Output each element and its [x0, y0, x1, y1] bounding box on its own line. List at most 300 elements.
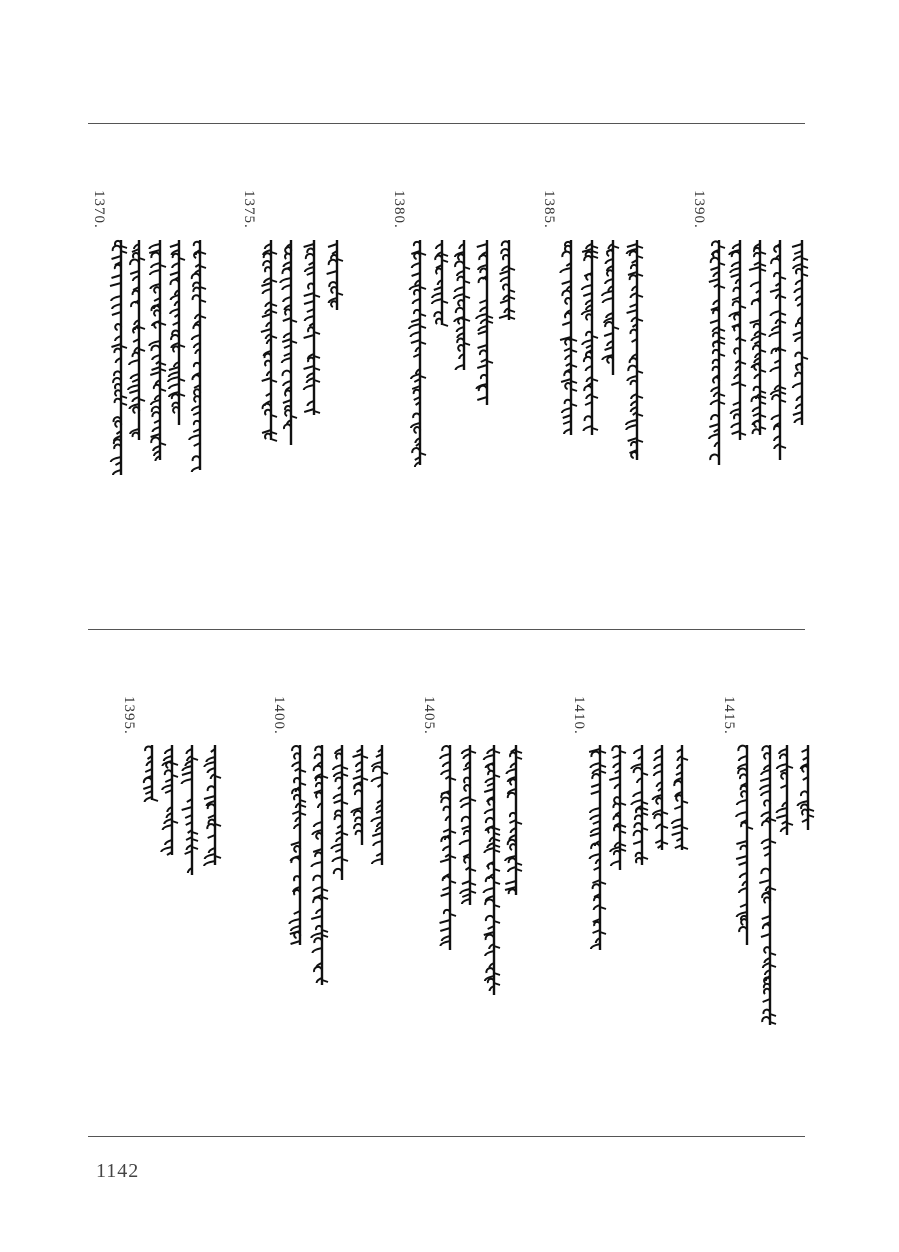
script-glyph-stroke [626, 425, 637, 430]
script-glyph-stroke [112, 304, 121, 309]
script-glyph-stroke [182, 766, 192, 771]
script-glyph-stroke [204, 861, 215, 866]
script-glyph-stroke [129, 360, 139, 365]
script-glyph-stroke [170, 244, 179, 247]
script-glyph-stroke [151, 434, 160, 437]
script-glyph-stroke [761, 791, 770, 796]
upper-verse-line [707, 240, 729, 465]
line-number-1370: 1370. [91, 190, 107, 229]
script-glyph-stroke [282, 285, 291, 290]
script-glyph-stroke [313, 876, 322, 881]
script-glyph-stroke [456, 365, 464, 370]
script-glyph-stroke [311, 862, 322, 867]
upper-verse-line [279, 240, 301, 445]
script-glyph-stroke [485, 809, 494, 814]
script-glyph-stroke [263, 404, 271, 409]
script-glyph-stroke [631, 800, 642, 805]
script-glyph-stroke [411, 319, 420, 322]
script-glyph-stroke [478, 326, 487, 331]
script-glyph-stroke [591, 944, 600, 949]
script-glyph-stroke [334, 772, 342, 777]
script-glyph-stroke [484, 755, 494, 760]
script-glyph-stroke [432, 299, 442, 304]
script-glyph-stroke [304, 244, 314, 247]
script-glyph-stroke [291, 842, 300, 845]
script-glyph-stroke [604, 333, 613, 336]
script-glyph-stroke [731, 274, 740, 277]
lower-verse-line [630, 745, 652, 865]
script-glyph-stroke [304, 385, 314, 390]
line-number-1395: 1395. [121, 696, 137, 735]
script-glyph-stroke [282, 371, 291, 376]
script-glyph-stroke [590, 808, 600, 813]
lower-verse-line [140, 745, 162, 800]
line-number-1385: 1385. [541, 190, 557, 229]
lower-verse-line [670, 745, 692, 850]
page-number: 1142 [96, 1160, 140, 1182]
script-glyph-stroke [739, 862, 747, 865]
script-glyph-stroke [182, 807, 192, 810]
script-glyph-stroke [455, 261, 464, 267]
script-glyph-stroke [499, 315, 509, 318]
script-glyph-stroke [282, 339, 291, 342]
script-glyph-stroke [603, 298, 613, 303]
script-glyph-stroke [460, 889, 470, 894]
script-glyph-stroke [440, 920, 450, 923]
script-glyph-stroke [737, 800, 747, 805]
script-glyph-stroke [770, 289, 780, 292]
script-glyph-stroke [476, 314, 487, 319]
script-glyph-stroke [462, 749, 470, 754]
script-glyph-stroke [113, 246, 121, 251]
lower-verse-line [330, 745, 352, 880]
script-glyph-stroke [484, 848, 494, 853]
script-glyph-stroke [151, 438, 160, 443]
script-glyph-stroke [150, 270, 160, 275]
script-glyph-stroke [486, 818, 494, 823]
upper-verse-line [167, 240, 189, 425]
script-glyph-stroke [500, 300, 509, 303]
script-glyph-stroke [560, 268, 571, 273]
script-glyph-stroke [372, 777, 382, 782]
script-glyph-stroke [771, 311, 780, 316]
script-glyph-stroke [313, 887, 322, 892]
script-glyph-stroke [170, 272, 179, 275]
script-glyph-stroke [751, 336, 760, 341]
lower-verse-line [482, 745, 504, 995]
script-glyph-stroke [171, 295, 179, 300]
script-glyph-stroke [769, 332, 780, 337]
script-glyph-stroke [762, 839, 770, 844]
upper-verse-line [728, 240, 750, 440]
script-glyph-stroke [353, 776, 362, 779]
script-glyph-stroke [353, 754, 362, 757]
script-glyph-stroke [314, 967, 322, 972]
script-glyph-stroke [485, 900, 494, 905]
script-glyph-stroke [189, 435, 200, 440]
script-glyph-stroke [161, 847, 172, 852]
script-glyph-stroke [562, 281, 571, 284]
upper-verse-line [497, 240, 519, 320]
script-glyph-stroke [329, 260, 337, 265]
script-glyph-stroke [163, 825, 172, 830]
script-glyph-stroke [736, 812, 747, 817]
script-glyph-stroke [432, 293, 442, 298]
script-glyph-stroke [150, 372, 160, 375]
script-glyph-stroke [462, 899, 470, 904]
upper-verse-line [475, 240, 497, 405]
script-glyph-stroke [738, 746, 747, 751]
script-glyph-stroke [441, 770, 450, 775]
script-glyph-stroke [760, 778, 770, 781]
script-glyph-stroke [113, 470, 121, 475]
script-glyph-stroke [627, 244, 637, 247]
script-glyph-stroke [291, 926, 300, 931]
script-glyph-stroke [672, 819, 682, 824]
script-glyph-stroke [440, 941, 450, 946]
script-glyph-stroke [261, 329, 271, 332]
upper-verse-line [601, 240, 623, 375]
script-glyph-stroke [460, 840, 470, 845]
script-glyph-stroke [462, 817, 470, 822]
script-glyph-stroke [412, 273, 420, 276]
script-glyph-stroke [130, 271, 139, 274]
script-glyph-stroke [762, 916, 770, 919]
script-glyph-stroke [591, 752, 600, 757]
script-glyph-stroke [332, 857, 342, 862]
script-glyph-stroke [262, 430, 271, 433]
script-glyph-stroke [311, 916, 322, 919]
script-glyph-stroke [485, 951, 494, 956]
lower-verse-line [160, 745, 182, 855]
script-glyph-stroke [477, 365, 487, 368]
script-glyph-stroke [479, 386, 487, 391]
script-glyph-stroke [602, 291, 613, 296]
script-glyph-stroke [372, 833, 382, 836]
script-glyph-stroke [441, 798, 450, 803]
script-glyph-stroke [505, 881, 516, 884]
script-glyph-stroke [334, 869, 342, 874]
script-glyph-stroke [111, 344, 121, 347]
script-glyph-stroke [772, 415, 780, 420]
script-glyph-stroke [112, 256, 121, 259]
script-glyph-stroke [751, 397, 760, 402]
script-glyph-stroke [760, 785, 770, 790]
script-glyph-stroke [262, 378, 271, 381]
lower-verse-line [796, 745, 818, 830]
script-glyph-stroke [151, 346, 160, 351]
upper-verse-line [408, 240, 430, 465]
script-glyph-stroke [306, 254, 314, 259]
script-glyph-stroke [304, 301, 314, 304]
script-glyph-stroke [182, 779, 192, 784]
script-glyph-stroke [371, 817, 382, 822]
script-glyph-stroke [304, 335, 314, 338]
lower-verse-line [608, 745, 630, 870]
script-glyph-stroke [128, 385, 139, 390]
script-glyph-stroke [750, 320, 760, 323]
script-glyph-stroke [633, 792, 642, 797]
script-glyph-stroke [486, 935, 494, 940]
script-glyph-stroke [634, 768, 642, 773]
script-glyph-stroke [590, 815, 600, 820]
upper-verse-line [790, 240, 812, 425]
upper-verse-line [188, 240, 210, 470]
lower-verse-line [203, 745, 225, 865]
upper-verse-line [259, 240, 281, 440]
script-glyph-stroke [590, 763, 600, 768]
script-glyph-stroke [777, 764, 787, 769]
script-glyph-stroke [461, 803, 470, 808]
script-glyph-stroke [626, 420, 637, 425]
script-glyph-stroke [354, 811, 362, 816]
script-glyph-stroke [110, 283, 121, 286]
lower-verse-line [288, 745, 310, 945]
script-glyph-stroke [373, 767, 382, 772]
lower-verse-line [504, 745, 526, 895]
script-glyph-stroke [314, 822, 322, 827]
script-glyph-stroke [711, 400, 719, 405]
script-glyph-stroke [111, 275, 121, 278]
script-glyph-stroke [169, 384, 179, 389]
script-glyph-stroke [709, 424, 719, 427]
script-glyph-stroke [313, 849, 322, 852]
script-glyph-stroke [192, 274, 200, 279]
script-glyph-stroke [411, 340, 420, 343]
script-glyph-stroke [793, 412, 802, 415]
lower-verse-line [370, 745, 392, 865]
line-number-1380: 1380. [391, 190, 407, 229]
script-glyph-stroke [506, 769, 516, 774]
script-glyph-stroke [584, 426, 592, 431]
script-glyph-stroke [484, 789, 494, 792]
script-glyph-stroke [440, 859, 450, 862]
script-glyph-stroke [590, 854, 600, 859]
line-number-1390: 1390. [691, 190, 707, 229]
script-glyph-stroke [411, 374, 420, 379]
script-glyph-stroke [486, 916, 494, 921]
script-glyph-stroke [152, 367, 160, 370]
script-glyph-stroke [508, 793, 516, 798]
script-glyph-stroke [151, 400, 160, 405]
script-glyph-stroke [732, 252, 740, 257]
script-glyph-stroke [563, 415, 571, 418]
script-glyph-stroke [770, 367, 780, 372]
script-glyph-stroke [373, 841, 382, 846]
script-glyph-stroke [710, 267, 719, 270]
script-glyph-stroke [111, 457, 121, 462]
top-rule [88, 123, 805, 124]
script-glyph-stroke [477, 397, 487, 400]
lower-verse-line [350, 745, 372, 845]
script-glyph-stroke [262, 314, 271, 317]
script-glyph-stroke [591, 791, 600, 794]
script-glyph-stroke [455, 287, 464, 292]
script-glyph-stroke [562, 408, 571, 413]
script-glyph-stroke [168, 377, 179, 382]
upper-verse-line [325, 240, 347, 310]
script-glyph-stroke [771, 258, 780, 264]
script-glyph-stroke [776, 815, 787, 818]
script-glyph-stroke [730, 268, 740, 273]
script-glyph-stroke [562, 252, 571, 257]
script-glyph-stroke [314, 766, 322, 771]
script-glyph-stroke [327, 271, 337, 274]
script-glyph-stroke [562, 322, 571, 325]
script-glyph-stroke [710, 320, 719, 323]
upper-verse-line [748, 240, 770, 435]
script-glyph-stroke [484, 888, 494, 893]
script-glyph-stroke [590, 833, 600, 836]
script-glyph-stroke [500, 271, 509, 274]
script-glyph-stroke [605, 347, 613, 350]
script-glyph-stroke [111, 296, 121, 301]
script-glyph-stroke [372, 859, 382, 864]
script-glyph-stroke [280, 278, 291, 283]
script-glyph-stroke [151, 263, 160, 268]
script-glyph-stroke [478, 345, 487, 348]
script-glyph-stroke [777, 808, 787, 813]
script-glyph-stroke [328, 244, 337, 247]
script-glyph-stroke [304, 366, 314, 369]
script-glyph-stroke [584, 357, 592, 362]
lower-verse-line [180, 745, 202, 875]
lower-verse-line [650, 745, 672, 850]
script-glyph-stroke [204, 796, 215, 799]
script-glyph-stroke [170, 309, 179, 314]
script-glyph-stroke [583, 293, 592, 296]
lower-verse-line [735, 745, 757, 945]
script-glyph-stroke [409, 324, 420, 329]
upper-verse-line [430, 240, 452, 325]
script-glyph-stroke [441, 893, 450, 896]
script-glyph-stroke [143, 786, 152, 789]
script-glyph-stroke [456, 308, 464, 313]
script-glyph-stroke [761, 812, 770, 817]
script-tooth-stroke [271, 439, 277, 441]
script-glyph-stroke [486, 877, 494, 882]
script-glyph-stroke [131, 374, 139, 379]
script-glyph-stroke [304, 293, 314, 296]
script-glyph-stroke [331, 844, 342, 849]
line-number-1400: 1400. [271, 696, 287, 735]
script-glyph-stroke [761, 934, 770, 937]
upper-verse-line [625, 240, 647, 460]
script-glyph-stroke [633, 841, 642, 844]
script-glyph-stroke [192, 467, 200, 472]
script-glyph-stroke [313, 898, 322, 903]
script-glyph-stroke [304, 409, 314, 412]
script-glyph-stroke [761, 869, 770, 874]
script-glyph-stroke [736, 856, 747, 859]
script-glyph-stroke [793, 383, 802, 388]
script-glyph-stroke [462, 826, 470, 829]
script-glyph-stroke [305, 316, 314, 321]
script-glyph-stroke [749, 267, 760, 270]
script-glyph-stroke [672, 825, 682, 828]
script-glyph-stroke [412, 263, 420, 268]
script-glyph-stroke [628, 438, 637, 441]
script-glyph-stroke [479, 278, 487, 283]
script-glyph-stroke [305, 267, 314, 272]
script-glyph-stroke [628, 366, 637, 371]
script-glyph-stroke [732, 431, 740, 434]
script-glyph-stroke [611, 861, 620, 866]
script-glyph-stroke [291, 941, 300, 944]
script-glyph-stroke [672, 832, 682, 835]
script-glyph-stroke [609, 777, 620, 780]
script-glyph-stroke [794, 256, 802, 261]
lower-verse-line [438, 745, 460, 950]
script-tooth-stroke [442, 324, 448, 326]
line-number-1410: 1410. [571, 696, 587, 735]
script-glyph-stroke [192, 335, 200, 340]
script-glyph-stroke [333, 765, 342, 770]
script-glyph-stroke [478, 331, 487, 334]
upper-verse-line [452, 240, 474, 370]
script-glyph-stroke [654, 771, 662, 776]
script-glyph-stroke [144, 778, 152, 783]
script-glyph-stroke [582, 340, 592, 345]
script-glyph-stroke [263, 289, 271, 294]
script-glyph-stroke [562, 291, 571, 296]
line-number-1375: 1375. [241, 190, 257, 229]
script-glyph-stroke [591, 843, 600, 849]
lower-verse-line [458, 745, 480, 905]
script-glyph-stroke [627, 310, 637, 313]
script-glyph-stroke [334, 794, 342, 799]
script-glyph-stroke [561, 379, 571, 382]
upper-verse-line [302, 240, 324, 415]
script-glyph-stroke [634, 831, 642, 836]
script-glyph-stroke [591, 784, 600, 787]
script-glyph-stroke [710, 455, 719, 460]
script-glyph-stroke [751, 282, 760, 287]
script-glyph-stroke [170, 280, 179, 285]
lower-verse-line [310, 745, 332, 985]
script-glyph-stroke [739, 756, 747, 761]
script-glyph-stroke [634, 749, 642, 754]
bottom-rule [88, 1136, 805, 1137]
upper-verse-line [768, 240, 790, 460]
upper-verse-line [127, 240, 149, 440]
script-glyph-stroke [731, 423, 740, 428]
script-glyph-stroke [709, 279, 719, 282]
script-glyph-stroke [709, 434, 719, 439]
script-glyph-stroke [162, 785, 172, 790]
script-glyph-stroke [151, 253, 160, 258]
script-glyph-stroke [739, 888, 747, 893]
script-glyph-stroke [731, 409, 740, 414]
script-glyph-stroke [501, 277, 509, 282]
script-glyph-stroke [793, 332, 802, 335]
script-glyph-stroke [129, 390, 139, 393]
script-glyph-stroke [486, 778, 494, 783]
script-glyph-stroke [149, 244, 160, 249]
line-number-1415: 1415. [721, 696, 737, 735]
script-glyph-stroke [169, 367, 179, 370]
script-glyph-stroke [711, 258, 719, 263]
script-glyph-stroke [311, 933, 322, 938]
script-glyph-stroke [738, 769, 747, 774]
script-glyph-stroke [772, 326, 780, 331]
script-tooth-stroke [152, 799, 158, 801]
script-glyph-stroke [282, 269, 291, 274]
script-glyph-stroke [169, 372, 179, 377]
script-glyph-stroke [283, 400, 291, 403]
script-glyph-stroke [192, 406, 200, 411]
script-glyph-stroke [261, 283, 271, 286]
